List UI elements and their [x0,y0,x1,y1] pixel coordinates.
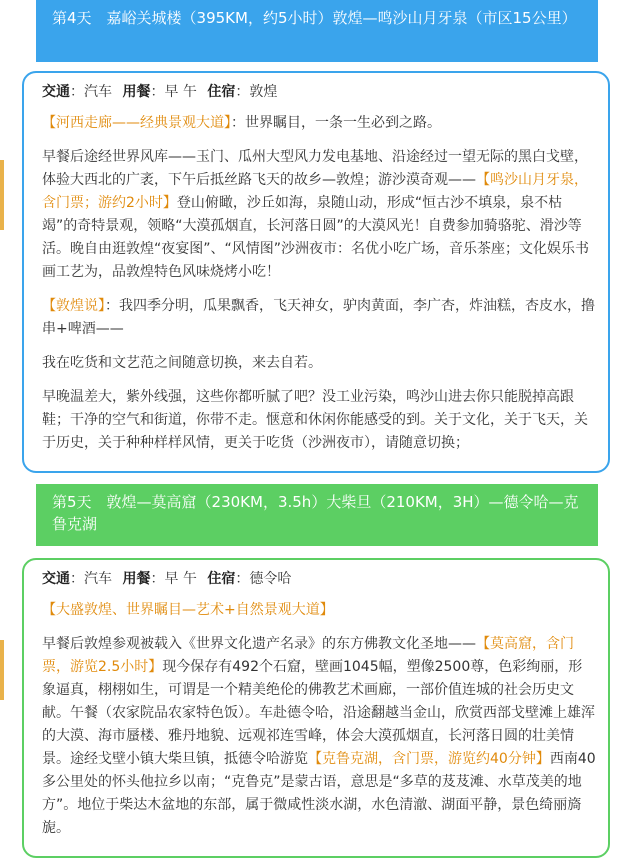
highlight-route: 【河西走廊——经典景观大道】 [42,115,231,131]
highlight-attraction: 【莫高窟，含门票，游览2.5小时】 [42,636,574,675]
day-4-tips [42,386,596,455]
meals-value: 早 午 [164,571,197,587]
day-4-itinerary [42,146,596,284]
meals-label: 用餐 [122,84,151,100]
colon: ： [235,84,250,100]
highlight-dunhuang-says: 【敦煌说】 [42,298,105,314]
itinerary-text: 现今保存有492个石窟，壁画1045幅，塑像2500尊，色彩绚丽，形象逼真，栩栩如生，可谓是一个精美绝伦的佛教艺术画廊，一部价值连城的社会历史文献。午餐（农家院品农家特色饭）。车赴德令哈，沿途翻越当金山，欣赏西部戈壁滩上雄浑的大漠、海市蜃楼、雅丹地貌、远观祁连雪峰，体会大漠孤烟直，长河落日圆的壮美情景。途经戈壁小镇大柴旦镇，抵德令哈游览 [42,659,595,767]
day-5-itinerary [42,633,596,840]
day-4-header [36,0,598,62]
day-4-card [22,71,610,473]
colon: ： [70,84,84,100]
day-4-intro [42,112,596,135]
stay-value: 德令哈 [249,571,292,587]
day-4-title: 第4天 嘉峪关城楼（395KM，约5小时）敦煌—鸣沙山月牙泉（市区15公里） [52,9,577,27]
stay-value: 敦煌 [249,84,278,100]
day-5-intro [42,599,596,622]
highlight-route: 【大盛敦煌、世界瞩目—艺术+自然景观大道】 [42,602,334,618]
highlight-attraction: 【鸣沙山月牙泉，含门票；游约2小时】 [42,172,588,211]
day-4-meta [42,81,596,104]
day-4-note [42,352,596,375]
colon: ： [150,571,165,587]
stay-label: 住宿 [207,571,236,587]
meals-value: 早 午 [164,84,197,100]
day-5-card [22,558,610,858]
colon: ： [150,84,165,100]
itinerary-text: 早餐后途经世界风库——玉门、瓜州大型风力发电基地、沿途经过一望无际的黑白戈壁，体验大西北的广袤，下午后抵丝路飞天的故乡—敦煌；游沙漠奇观—— [42,149,588,188]
stay-label: 住宿 [207,84,236,100]
transport-value: 汽车 [84,84,112,100]
transport-value: 汽车 [84,571,112,587]
day-5-title: 第5天 敦煌—莫高窟（230KM，3.5h）大柴旦（210KM，3H）—德令哈—克鲁克湖 [52,493,579,533]
meals-label: 用餐 [122,571,151,587]
transport-label: 交通 [42,84,70,100]
note-text: 我在吃货和文艺范之间随意切换，来去自若。 [42,355,322,371]
transport-label: 交通 [42,571,70,587]
day-4-dunhuang-says [42,295,596,341]
left-edge-accent [0,160,4,230]
day-5-meta [42,568,596,591]
left-edge-accent [0,640,4,700]
intro-text: ：世界瞩目，一条一生必到之路。 [231,115,441,131]
day-5-header [36,484,598,546]
itinerary-text: 早餐后敦煌参观被载入《世界文化遗产名录》的东方佛教文化圣地—— [42,636,476,652]
itinerary-text: 登山俯瞰，沙丘如海，泉随山动，形成“恒古沙不填泉，泉不枯竭”的奇特景观，领略“大漠孤烟直，长河落日圆”的大漠风光！自费参加骑骆驼、滑沙等活。晚自由逛敦煌“夜宴图”、“风情图”沙洲夜市：名优小吃广场，音乐茶座；文化娱乐书画工艺为，品敦煌特色风味烧烤小吃！ [42,195,590,280]
dunhuang-says-text: ：我四季分明，瓜果飘香，飞天神女，驴肉黄面，李广杏，炸油糕，杏皮水，撸串+啤酒—— [42,298,595,337]
itinerary-text: 西南40多公里处的怀头他拉乡以南；“克鲁克”是蒙古语，意思是“多草的芨芨滩、水草茂美的地方”。地位于柴达木盆地的东部，属于微咸性淡水湖，水色清澈、湖面平静，景色绮丽旖旎。 [42,751,596,836]
colon: ： [235,571,250,587]
highlight-attraction: 【克鲁克湖，含门票，游览约40分钟】 [308,751,550,767]
tips-text: 早晚温差大，紫外线强，这些你都听腻了吧？没工业污染，鸣沙山进去你只能脱掉高跟鞋；干净的空气和街道，你带不走。惬意和休闲你能感受的到。关于文化，关于飞天，关于历史，关于种种样样风情，更关于吃货（沙洲夜市），请随意切换； [42,389,588,451]
colon: ： [70,571,84,587]
